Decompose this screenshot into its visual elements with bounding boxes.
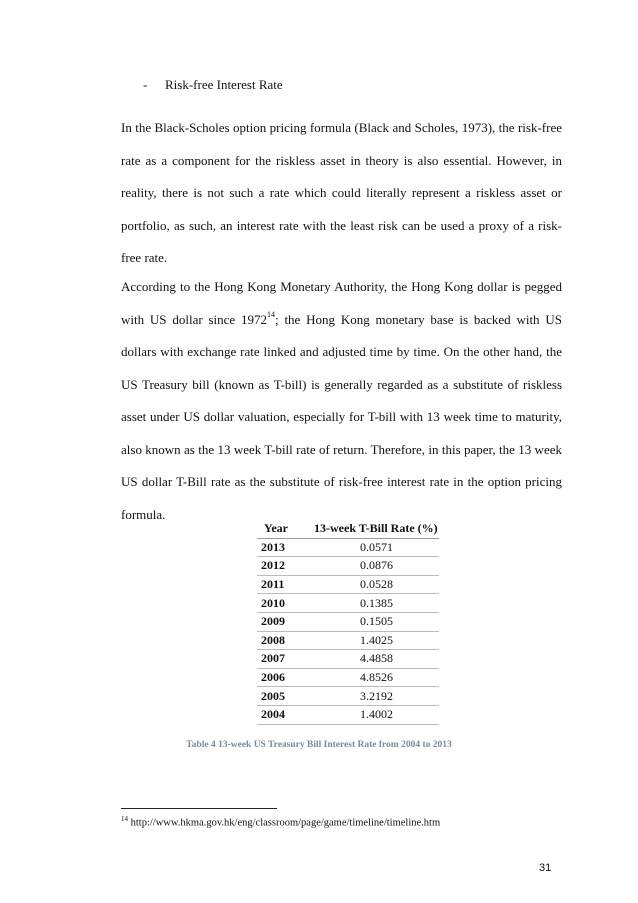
- table-row: [257, 687, 439, 706]
- cell-year: 2004: [257, 705, 314, 724]
- footnote-url[interactable]: http://www.hkma.gov.hk/eng/classroom/page/game/timeline/timeline.htm: [128, 817, 441, 829]
- table-header-row: [257, 520, 439, 538]
- header-year: Year: [257, 520, 314, 538]
- cell-rate: 0.0876: [314, 557, 439, 576]
- cell-year: 2005: [257, 687, 314, 706]
- cell-year: 2010: [257, 594, 314, 613]
- cell-rate: 0.0528: [314, 575, 439, 594]
- table-row: [257, 557, 439, 576]
- tbill-rate-table: [257, 520, 439, 725]
- page-number: 31: [539, 862, 552, 874]
- footnote-number: 14: [121, 815, 128, 823]
- cell-rate: 3.2192: [314, 687, 439, 706]
- cell-year: 2008: [257, 631, 314, 650]
- cell-rate: 1.4002: [314, 705, 439, 724]
- footnote-reference[interactable]: 14: [267, 310, 276, 320]
- paragraph-text-after-note: ; the Hong Kong monetary base is backed with US dollars with exchange rate linked and adjusted time by time. On the other hand, the US Treasury bill (known as T-bill) is generally regarded as a substitute of riskless asset under US dollar valuation, especially for T-bill with 13 week time to maturity, also known as the 13 week T-bill rate of return. Therefore, in this paper, the 13 week US dollar T-Bill rate as the substitute of risk-free interest rate in the option pricing formula.: [121, 311, 562, 522]
- paragraph-black-scholes: In the Black-Scholes option pricing formula (Black and Scholes, 1973), the risk-free rate as a component for the riskless asset in theory is also essential. However, in reality, there is not such a rate which could literally represent a riskless asset or portfolio, as such, an interest rate with the least risk can be used a proxy of a risk-free rate.: [121, 120, 562, 265]
- section-heading: Risk-free Interest Rate: [165, 77, 283, 92]
- cell-rate: 1.4025: [314, 631, 439, 650]
- footnote-divider: [121, 808, 277, 809]
- cell-rate: 0.0571: [314, 538, 439, 557]
- section-bullet: [143, 77, 283, 93]
- cell-rate: 0.1385: [314, 594, 439, 613]
- paragraph-text-before-note: According to the Hong Kong Monetary Authority, the Hong Kong dollar is pegged with US dollar since 1972: [121, 279, 562, 327]
- cell-rate: 4.8526: [314, 668, 439, 687]
- cell-year: 2011: [257, 575, 314, 594]
- table-row: [257, 575, 439, 594]
- table-row: [257, 538, 439, 557]
- table-row: [257, 631, 439, 650]
- table-row: [257, 594, 439, 613]
- table-row: [257, 650, 439, 669]
- paragraph-hkma-tbill: [121, 271, 562, 531]
- cell-year: 2013: [257, 538, 314, 557]
- cell-year: 2006: [257, 668, 314, 687]
- table-row: [257, 612, 439, 631]
- bullet-marker: -: [143, 77, 148, 92]
- cell-year: 2009: [257, 612, 314, 631]
- table-row: [257, 668, 439, 687]
- header-rate: 13-week T-Bill Rate (%): [314, 520, 439, 538]
- cell-year: 2012: [257, 557, 314, 576]
- table-row: [257, 705, 439, 724]
- cell-rate: 4.4858: [314, 650, 439, 669]
- footnote: [121, 815, 440, 829]
- table-caption: Table 4 13-week US Treasury Bill Interest Rate from 2004 to 2013: [186, 740, 452, 750]
- cell-rate: 0.1505: [314, 612, 439, 631]
- cell-year: 2007: [257, 650, 314, 669]
